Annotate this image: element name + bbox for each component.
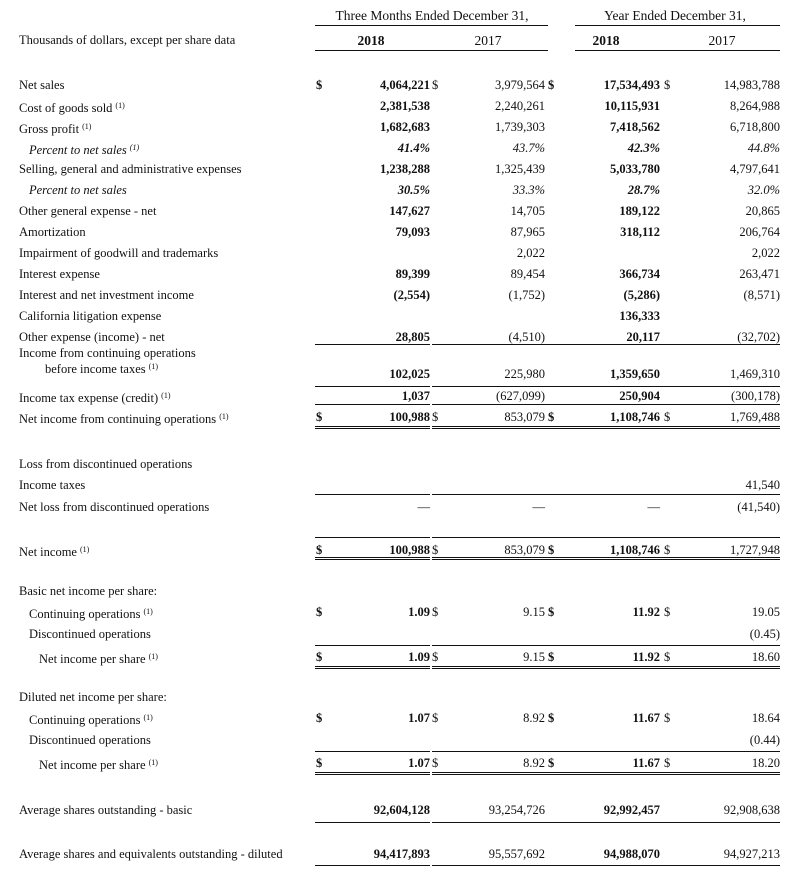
cell-value: (8,571) xyxy=(743,288,780,302)
total-rule xyxy=(432,772,548,773)
currency-symbol: $ xyxy=(664,650,671,664)
total-rule xyxy=(664,559,780,560)
cell-value: 100,988 xyxy=(389,543,430,557)
total-rule xyxy=(432,557,548,558)
subtotal-rule xyxy=(664,751,780,752)
subtotal-rule xyxy=(664,386,780,387)
row-label-text: Average shares outstanding - basic xyxy=(19,803,193,817)
cell-value: 366,734 xyxy=(619,267,660,281)
header-rule-y xyxy=(575,25,780,26)
cell-value: 7,418,562 xyxy=(610,120,660,134)
total-rule xyxy=(664,428,780,429)
cell-value: 1,739,303 xyxy=(495,120,545,134)
currency-symbol: $ xyxy=(548,756,555,770)
currency-symbol: $ xyxy=(432,78,439,92)
subtotal-rule xyxy=(432,645,548,646)
cell-value: 1,469,310 xyxy=(730,367,780,381)
cell-value: (0.44) xyxy=(749,733,780,747)
header-underline-y xyxy=(575,50,780,51)
currency-symbol: $ xyxy=(664,410,671,424)
cell-value: 1,359,650 xyxy=(610,367,660,381)
currency-symbol: $ xyxy=(664,543,671,557)
total-rule xyxy=(432,426,548,427)
subtotal-rule xyxy=(315,344,430,345)
cell-value: 2,381,538 xyxy=(380,99,430,113)
cell-value: 11.67 xyxy=(632,711,660,725)
currency-symbol: $ xyxy=(664,756,671,770)
row-label xyxy=(19,847,283,861)
total-rule xyxy=(432,559,548,560)
cell-value: 100,988 xyxy=(389,410,430,424)
cell-value: 14,705 xyxy=(510,204,545,218)
row-label-text: Continuing operations xyxy=(29,713,141,727)
cell-value: 102,025 xyxy=(389,367,430,381)
subtotal-rule xyxy=(548,537,664,538)
cell-value: (32,702) xyxy=(737,330,780,344)
cell-value: 20,865 xyxy=(745,204,780,218)
cell-value: 318,112 xyxy=(620,225,660,239)
total-rule xyxy=(664,865,780,866)
total-rule xyxy=(548,557,664,558)
currency-symbol: $ xyxy=(548,711,555,725)
total-rule xyxy=(548,668,664,669)
footnote-marker: (1) xyxy=(148,652,158,661)
cell-value: 1,769,488 xyxy=(730,410,780,424)
row-label-text: Discontinued operations xyxy=(29,733,151,747)
cell-value: 2,240,261 xyxy=(495,99,545,113)
row-label xyxy=(29,141,139,157)
cell-value: 1,108,746 xyxy=(610,410,660,424)
row-label xyxy=(19,584,157,598)
row-label-text: Net income per share xyxy=(39,758,146,772)
row-label xyxy=(29,627,151,641)
cell-value: 44.8% xyxy=(747,141,780,155)
cell-value: (627,099) xyxy=(496,389,545,403)
total-rule xyxy=(548,822,664,823)
cell-value: 42.3% xyxy=(627,141,660,155)
cell-value: (1,752) xyxy=(508,288,545,302)
row-label xyxy=(19,204,156,218)
footnote-marker: (1) xyxy=(129,143,140,152)
row-label xyxy=(19,478,85,492)
currency-symbol: $ xyxy=(432,543,439,557)
cell-value: 43.7% xyxy=(512,141,545,155)
total-rule xyxy=(664,426,780,427)
row-label-text: Gross profit xyxy=(19,122,80,136)
cell-value: 1,325,439 xyxy=(495,162,545,176)
cell-value: 28.7% xyxy=(627,183,660,197)
currency-symbol: $ xyxy=(316,543,323,557)
row-label xyxy=(19,500,209,514)
total-rule xyxy=(664,772,780,773)
total-rule xyxy=(315,428,430,429)
row-label xyxy=(19,348,196,375)
row-label-text: Continuing operations xyxy=(29,607,141,621)
cell-value: 2,022 xyxy=(516,246,545,260)
subtotal-rule xyxy=(315,404,430,405)
header-year-1: 2017 xyxy=(474,33,502,48)
subtotal-rule xyxy=(432,386,548,387)
footnote-marker: (1) xyxy=(143,607,153,616)
subtotal-rule xyxy=(664,344,780,345)
total-rule xyxy=(664,774,780,775)
row-label xyxy=(29,183,127,197)
subtotal-rule xyxy=(432,494,548,495)
cell-value: 1.09 xyxy=(408,650,430,664)
subtotal-rule xyxy=(432,751,548,752)
cell-value: 94,417,893 xyxy=(373,847,430,861)
cell-value: (0.45) xyxy=(749,627,780,641)
cell-value: 32.0% xyxy=(747,183,780,197)
subtotal-rule xyxy=(315,494,430,495)
row-label-text: Amortization xyxy=(19,225,86,239)
row-label-text: Discontinued operations xyxy=(29,627,151,641)
total-rule xyxy=(548,774,664,775)
subtotal-rule xyxy=(548,494,664,495)
total-rule xyxy=(664,557,780,558)
cell-value: 9.15 xyxy=(523,650,545,664)
cell-value: 28,805 xyxy=(395,330,430,344)
subtotal-rule xyxy=(664,404,780,405)
cell-value: 92,992,457 xyxy=(603,803,660,817)
total-rule xyxy=(548,428,664,429)
row-label xyxy=(19,162,242,176)
row-label-text: Basic net income per share: xyxy=(19,584,158,598)
row-label xyxy=(39,650,158,666)
total-rule xyxy=(315,668,430,669)
row-label-text: Net loss from discontinued operations xyxy=(19,500,210,514)
row-label-text: Net income xyxy=(19,545,77,559)
row-label-text: Income tax expense (credit) xyxy=(19,391,159,405)
cell-value: 41.4% xyxy=(397,141,430,155)
total-rule xyxy=(315,666,430,667)
cell-value: 89,454 xyxy=(510,267,545,281)
row-label-text: Cost of goods sold xyxy=(19,101,113,115)
cell-value: 41,540 xyxy=(745,478,780,492)
cell-value: 250,904 xyxy=(619,389,660,403)
cell-value: 89,399 xyxy=(395,267,430,281)
cell-value: 1,037 xyxy=(401,389,430,403)
row-label xyxy=(29,605,153,621)
total-rule xyxy=(548,865,664,866)
currency-symbol: $ xyxy=(548,78,555,92)
cell-value: 8,264,988 xyxy=(730,99,780,113)
cell-value: 1,108,746 xyxy=(610,543,660,557)
footnote-marker: (1) xyxy=(115,101,125,110)
subtotal-rule xyxy=(664,494,780,495)
row-label xyxy=(29,733,151,747)
footnote-marker: (1) xyxy=(143,713,153,722)
cell-value: 1,238,288 xyxy=(380,162,430,176)
row-label-text: Selling, general and administrative expenses xyxy=(19,162,242,176)
subtotal-rule xyxy=(432,537,548,538)
currency-symbol: $ xyxy=(316,650,323,664)
row-label-text: Diluted net income per share: xyxy=(19,690,167,704)
cell-value: 1.09 xyxy=(408,605,430,619)
subtotal-rule xyxy=(315,537,430,538)
subtotal-rule xyxy=(548,751,664,752)
total-rule xyxy=(432,865,548,866)
cell-value: (4,510) xyxy=(508,330,545,344)
cell-value: 4,064,221 xyxy=(380,78,430,92)
row-label xyxy=(19,410,229,426)
total-rule xyxy=(315,559,430,560)
row-label xyxy=(19,457,192,471)
total-rule xyxy=(315,772,430,773)
footnote-marker: (1) xyxy=(219,412,229,421)
row-label xyxy=(19,267,100,281)
cell-value: 136,333 xyxy=(619,309,660,323)
cell-value: 18.60 xyxy=(751,650,780,664)
cell-value: 18.64 xyxy=(751,711,780,725)
currency-symbol: $ xyxy=(316,756,323,770)
row-label xyxy=(19,543,89,559)
subtotal-rule xyxy=(315,386,430,387)
currency-symbol: $ xyxy=(664,711,671,725)
cell-value: 9.15 xyxy=(523,605,545,619)
subtotal-rule xyxy=(432,404,548,405)
total-rule xyxy=(548,772,664,773)
cell-value: (41,540) xyxy=(737,500,780,514)
header-year-0: 2018 xyxy=(357,33,385,48)
dash-value: — xyxy=(417,500,430,514)
subtotal-rule xyxy=(548,386,664,387)
total-rule xyxy=(664,666,780,667)
row-label-text: California litigation expense xyxy=(19,309,162,323)
row-label-text: Interest and net investment income xyxy=(19,288,194,302)
cell-value: (2,554) xyxy=(393,288,430,302)
header-three-months: Three Months Ended December 31, xyxy=(335,8,529,23)
cell-value: 92,604,128 xyxy=(373,803,430,817)
header-underline-q xyxy=(315,50,548,51)
footnote-marker: (1) xyxy=(161,391,171,400)
footnote-marker: (1) xyxy=(148,362,158,371)
row-label xyxy=(19,389,171,405)
cell-value: 2,022 xyxy=(751,246,780,260)
subtotal-rule xyxy=(548,645,664,646)
row-label xyxy=(19,330,165,344)
cell-value: 94,927,213 xyxy=(723,847,780,861)
cell-value: 95,557,692 xyxy=(488,847,545,861)
subtotal-rule xyxy=(548,344,664,345)
cell-value: 6,718,800 xyxy=(730,120,780,134)
total-rule xyxy=(664,822,780,823)
currency-symbol: $ xyxy=(664,78,671,92)
row-label-text: Net income per share xyxy=(39,652,146,666)
row-label-line1: Income from continuing operations xyxy=(19,346,196,360)
cell-value: 11.92 xyxy=(632,605,660,619)
cell-value: (5,286) xyxy=(623,288,660,302)
total-rule xyxy=(315,822,430,823)
cell-value: 93,254,726 xyxy=(488,803,545,817)
row-label xyxy=(19,309,161,323)
row-label xyxy=(19,246,218,260)
currency-symbol: $ xyxy=(664,605,671,619)
footnote-marker: (1) xyxy=(82,122,92,131)
cell-value: 225,980 xyxy=(504,367,545,381)
row-label xyxy=(19,288,194,302)
row-label-text: Net sales xyxy=(19,78,65,92)
header-rule-q xyxy=(315,25,548,26)
total-rule xyxy=(432,774,548,775)
subtotal-rule xyxy=(315,751,430,752)
currency-symbol: $ xyxy=(432,605,439,619)
cell-value: 11.67 xyxy=(632,756,660,770)
currency-symbol: $ xyxy=(548,650,555,664)
cell-value: 1,727,948 xyxy=(730,543,780,557)
total-rule xyxy=(548,559,664,560)
subtotal-rule xyxy=(664,645,780,646)
cell-value: 33.3% xyxy=(512,183,545,197)
cell-value: 94,988,070 xyxy=(603,847,660,861)
cell-value: 92,908,638 xyxy=(723,803,780,817)
total-rule xyxy=(664,668,780,669)
row-label-text: Net income from continuing operations xyxy=(19,412,217,426)
footnote-marker: (1) xyxy=(79,545,90,554)
total-rule xyxy=(315,426,430,427)
total-rule xyxy=(315,774,430,775)
cell-value: 17,534,493 xyxy=(603,78,660,92)
currency-symbol: $ xyxy=(316,711,323,725)
cell-value: 1,682,683 xyxy=(380,120,430,134)
total-rule xyxy=(315,865,430,866)
total-rule xyxy=(432,666,548,667)
cell-value: 10,115,931 xyxy=(604,99,660,113)
cell-value: 8.92 xyxy=(523,756,545,770)
row-label-text: Other expense (income) - net xyxy=(19,330,165,344)
currency-symbol: $ xyxy=(548,543,555,557)
row-label xyxy=(19,225,86,239)
currency-symbol: $ xyxy=(432,650,439,664)
row-label-text: Impairment of goodwill and trademarks xyxy=(19,246,219,260)
total-rule xyxy=(432,822,548,823)
cell-value: 3,979,564 xyxy=(495,78,545,92)
cell-value: (300,178) xyxy=(731,389,780,403)
cell-value: 18.20 xyxy=(751,756,780,770)
row-label-text: Percent to net sales xyxy=(29,143,127,157)
row-label-text: Percent to net sales xyxy=(29,183,127,197)
cell-value: 8.92 xyxy=(523,711,545,725)
cell-value: 263,471 xyxy=(739,267,780,281)
row-label-text: Average shares and equivalents outstanding - diluted xyxy=(19,847,283,861)
currency-symbol: $ xyxy=(316,410,323,424)
currency-symbol: $ xyxy=(316,78,323,92)
cell-value: 147,627 xyxy=(389,204,430,218)
cell-value: 11.92 xyxy=(632,650,660,664)
subtotal-rule xyxy=(664,537,780,538)
cell-value: 4,797,641 xyxy=(730,162,780,176)
row-label-text: Loss from discontinued operations xyxy=(19,457,193,471)
row-label xyxy=(19,78,64,92)
cell-value: 189,122 xyxy=(619,204,660,218)
header-year-3: 2017 xyxy=(708,33,736,48)
row-label-text: Income taxes xyxy=(19,478,86,492)
cell-value: 1.07 xyxy=(408,711,430,725)
currency-symbol: $ xyxy=(432,711,439,725)
header-units-label: Thousands of dollars, except per share data xyxy=(19,33,236,47)
currency-symbol: $ xyxy=(548,410,555,424)
cell-value: 20,117 xyxy=(626,330,660,344)
row-label xyxy=(19,120,91,136)
cell-value: 1.07 xyxy=(408,756,430,770)
row-label xyxy=(19,803,192,817)
total-rule xyxy=(548,426,664,427)
cell-value: 206,764 xyxy=(739,225,780,239)
subtotal-rule xyxy=(315,645,430,646)
cell-value: 853,079 xyxy=(504,410,545,424)
currency-symbol: $ xyxy=(432,410,439,424)
dash-value: — xyxy=(532,500,545,514)
row-label xyxy=(19,690,167,704)
header-year-2: 2018 xyxy=(592,33,620,48)
cell-value: 853,079 xyxy=(504,543,545,557)
row-label xyxy=(29,711,153,727)
cell-value: 30.5% xyxy=(397,183,430,197)
currency-symbol: $ xyxy=(548,605,555,619)
dash-value: — xyxy=(647,500,660,514)
row-label xyxy=(39,756,158,772)
row-label-text: Interest expense xyxy=(19,267,100,281)
header-year-ended: Year Ended December 31, xyxy=(604,8,746,23)
total-rule xyxy=(315,557,430,558)
currency-symbol: $ xyxy=(316,605,323,619)
total-rule xyxy=(432,668,548,669)
cell-value: 87,965 xyxy=(510,225,545,239)
row-label-text: Other general expense - net xyxy=(19,204,157,218)
currency-symbol: $ xyxy=(432,756,439,770)
cell-value: 14,983,788 xyxy=(723,78,780,92)
row-label-line2: before income taxes $^{(1)}$ xyxy=(45,362,158,376)
total-rule xyxy=(432,428,548,429)
total-rule xyxy=(548,666,664,667)
footnote-marker: (1) xyxy=(148,758,158,767)
subtotal-rule xyxy=(548,404,664,405)
cell-value: 79,093 xyxy=(395,225,430,239)
cell-value: 5,033,780 xyxy=(610,162,660,176)
row-label xyxy=(19,99,125,115)
subtotal-rule xyxy=(432,344,548,345)
cell-value: 19.05 xyxy=(751,605,780,619)
